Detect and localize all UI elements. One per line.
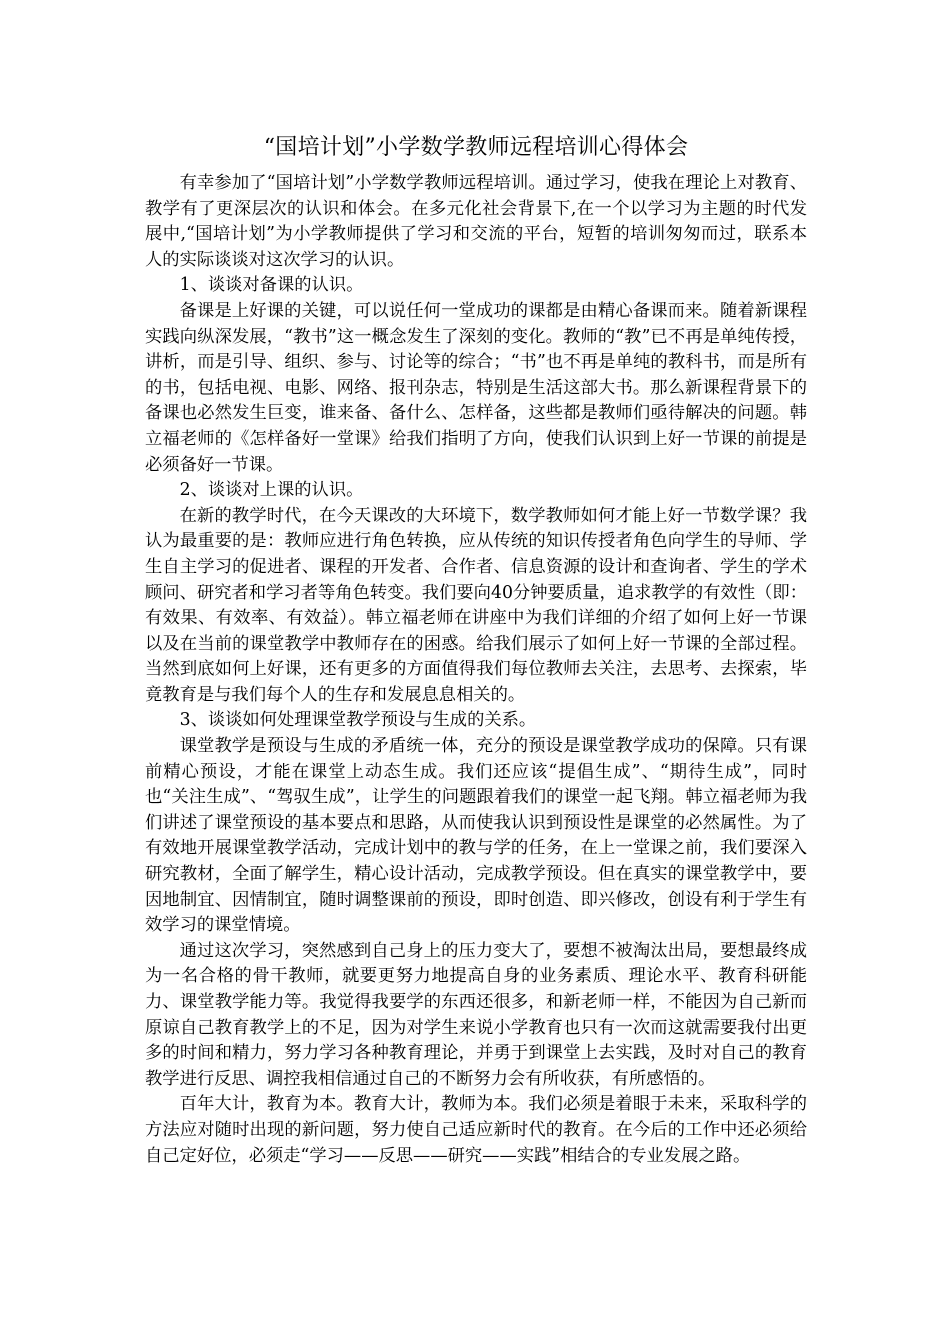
paragraph-teaching: 在新的教学时代，在今天课改的大环境下，数学教师如何才能上好一节数学课？我认为最重要的是：教师应进行角色转换，应从传统的知识传授者角色向学生的导师、学生自主学习的促进者、课程的开发者、合作者、信息资源的设计和查询者、学生的学术顾问、研究者和学习者等角色转变。我们要向40分钟要质量，追求教学的有效性（即：有效果、有效率、有效益）。韩立福老师在讲座中为我们详细的介绍了如何上好一节课以及在当前的课堂教学中教师存在的困惑。给我们展示了如何上好一节课的全部过程。当然到底如何上好课，还有更多的方面值得我们每位教师去关注，去思考、去探索，毕竟教育是与我们每个人的生存和发展息息相关的。 <box>145 505 807 705</box>
document-title: “国培计划”小学数学教师远程培训心得体会 <box>263 135 689 160</box>
paragraph-reflection: 通过这次学习，突然感到自己身上的压力变大了，要想不被淘汰出局，要想最终成为一名合格的骨干教师，就要更努力地提高自身的业务素质、理论水平、教育科研能力、课堂教学能力等。我觉得我要学的东西还很多，和新老师一样，不能因为自己新而原谅自己教育教学上的不足，因为对学生来说小学教育也只有一次而这就需要我付出更多的时间和精力，努力学习各种教育理论，并勇于到课堂上去实践，及时对自己的教育教学进行反思、调控我相信通过自己的不断努力会有所收获，有所感悟的。 <box>145 940 807 1089</box>
paragraph-presetting: 课堂教学是预设与生成的矛盾统一体，充分的预设是课堂教学成功的保障。只有课前精心预设，才能在课堂上动态生成。我们还应该“提倡生成”、“期待生成”，同时也“关注生成”、“驾驭生成”，让学生的问题跟着我们的课堂一起飞翔。韩立福老师为我们讲述了课堂预设的基本要点和思路，从而使我认识到预设性是课堂的必然属性。为了有效地开展课堂教学活动，完成计划中的教与学的任务，在上一堂课之前，我们要深入研究教材，全面了解学生，精心设计活动，完成教学预设。但在真实的课堂教学中，要因地制宜、因情制宜，随时调整课前的预设，即时创造、即兴修改，创设有利于学生有效学习的课堂情境。 <box>145 736 807 936</box>
document-body <box>145 130 807 1169</box>
paragraph-lesson-prep: 备课是上好课的关键，可以说任何一堂成功的课都是由精心备课而来。随着新课程实践向纵深发展，“教书”这一概念发生了深刻的变化。教师的“教”已不再是单纯传授，讲析，而是引导、组织、参与、讨论等的综合；“书”也不再是单纯的教科书，而是所有的书，包括电视、电影、网络、报刊杂志，特别是生活这部大书。那么新课程背景下的备课也必然发生巨变，谁来备、备什么、怎样备，这些都是教师们亟待解决的问题。韩立福老师的《怎样备好一堂课》给我们指明了方向，使我们认识到上好一节课的前提是必须备好一节课。 <box>145 300 807 475</box>
section-heading-lesson-prep: 1、谈谈对备课的认识。 <box>179 275 364 296</box>
section-heading-teaching: 2、谈谈对上课的认识。 <box>179 480 364 501</box>
paragraph-conclusion: 百年大计，教育为本。教育大计，教师为本。我们必须是着眼于未来，采取科学的方法应对随时出现的新问题，努力使自己适应新时代的教育。在今后的工作中还必须给自己定好位，必须走“学习——反思——研究——实践”相结合的专业发展之路。 <box>145 1094 807 1166</box>
section-heading-presetting: 3、谈谈如何处理课堂教学预设与生成的关系。 <box>179 710 537 731</box>
paragraph-intro: 有幸参加了“国培计划”小学数学教师远程培训。通过学习，使我在理论上对教育、教学有了更深层次的认识和体会。在多元化社会背景下,在一个以学习为主题的时代发展中,“国培计划”为小学教师提供了学习和交流的平台，短暂的培训匆匆而过，联系本人的实际谈谈对这次学习的认识。 <box>145 173 807 270</box>
